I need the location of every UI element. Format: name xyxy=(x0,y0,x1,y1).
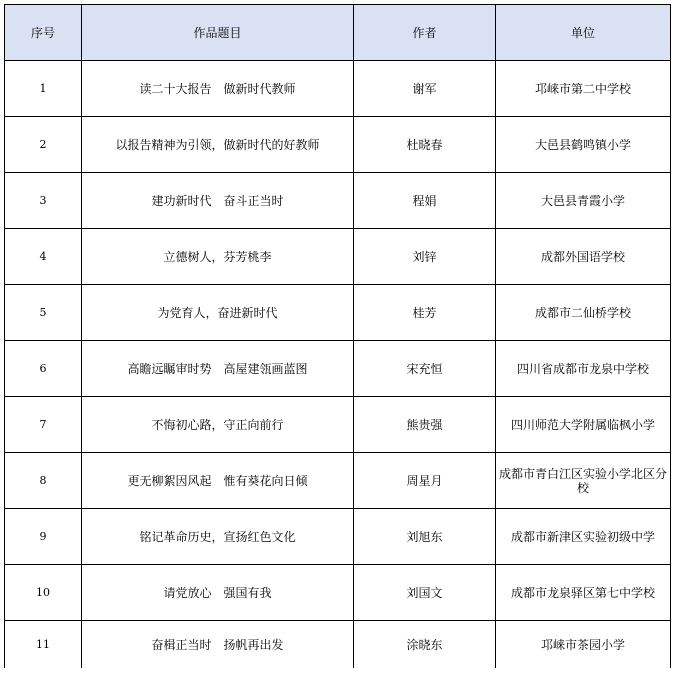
cell-unit: 成都市青白江区实验小学北区分校 xyxy=(496,453,671,509)
table-row xyxy=(5,565,671,621)
cell-unit: 成都市二仙桥学校 xyxy=(496,285,671,341)
cell-no: 11 xyxy=(5,621,82,669)
header-author: 作者 xyxy=(354,5,496,61)
cell-no: 1 xyxy=(5,61,82,117)
cell-author: 桂芳 xyxy=(354,285,496,341)
table-body xyxy=(5,61,671,669)
cell-no: 5 xyxy=(5,285,82,341)
cell-author: 刘旭东 xyxy=(354,509,496,565)
cell-title: 更无柳絮因风起 惟有葵花向日倾 xyxy=(82,453,354,509)
cell-unit: 大邑县鹤鸣镇小学 xyxy=(496,117,671,173)
table-header xyxy=(5,5,671,61)
cell-author: 刘锌 xyxy=(354,229,496,285)
header-no: 序号 xyxy=(5,5,82,61)
cell-author: 刘国文 xyxy=(354,565,496,621)
cell-author: 涂晓东 xyxy=(354,621,496,669)
award-table xyxy=(4,4,671,668)
cell-title: 为党育人，奋进新时代 xyxy=(82,285,354,341)
table-row xyxy=(5,173,671,229)
cell-author: 谢军 xyxy=(354,61,496,117)
cell-title: 立德树人，芬芳桃李 xyxy=(82,229,354,285)
table-row xyxy=(5,117,671,173)
header-unit: 单位 xyxy=(496,5,671,61)
cell-title: 高瞻远瞩审时势 高屋建瓴画蓝图 xyxy=(82,341,354,397)
cell-no: 9 xyxy=(5,509,82,565)
table-row xyxy=(5,453,671,509)
table-row xyxy=(5,341,671,397)
cell-author: 周星月 xyxy=(354,453,496,509)
cell-unit: 邛崃市第二中学校 xyxy=(496,61,671,117)
cell-no: 3 xyxy=(5,173,82,229)
table-row xyxy=(5,285,671,341)
header-row xyxy=(5,5,671,61)
cell-title: 铭记革命历史，宣扬红色文化 xyxy=(82,509,354,565)
cell-title: 建功新时代 奋斗正当时 xyxy=(82,173,354,229)
cell-title: 不悔初心路，守正向前行 xyxy=(82,397,354,453)
table-row xyxy=(5,61,671,117)
cell-title: 奋楫正当时 扬帆再出发 xyxy=(82,621,354,669)
table-row xyxy=(5,509,671,565)
cell-title: 读二十大报告 做新时代教师 xyxy=(82,61,354,117)
cell-no: 6 xyxy=(5,341,82,397)
cell-author: 程娟 xyxy=(354,173,496,229)
cell-author: 杜晓春 xyxy=(354,117,496,173)
cell-unit: 四川省成都市龙泉中学校 xyxy=(496,341,671,397)
table-row xyxy=(5,397,671,453)
cell-unit: 四川师范大学附属临枫小学 xyxy=(496,397,671,453)
cell-unit: 成都市新津区实验初级中学 xyxy=(496,509,671,565)
cell-unit: 成都外国语学校 xyxy=(496,229,671,285)
header-title: 作品题目 xyxy=(82,5,354,61)
cell-no: 4 xyxy=(5,229,82,285)
cell-author: 熊贵强 xyxy=(354,397,496,453)
cell-title: 请党放心 强国有我 xyxy=(82,565,354,621)
cell-no: 7 xyxy=(5,397,82,453)
table-row xyxy=(5,229,671,285)
cell-no: 10 xyxy=(5,565,82,621)
cell-title: 以报告精神为引领，做新时代的好教师 xyxy=(82,117,354,173)
cell-unit: 成都市龙泉驿区第七中学校 xyxy=(496,565,671,621)
cell-unit: 邛崃市茶园小学 xyxy=(496,621,671,669)
cell-no: 8 xyxy=(5,453,82,509)
cell-author: 宋充恒 xyxy=(354,341,496,397)
cell-no: 2 xyxy=(5,117,82,173)
table-row xyxy=(5,621,671,669)
cell-unit: 大邑县青霞小学 xyxy=(496,173,671,229)
